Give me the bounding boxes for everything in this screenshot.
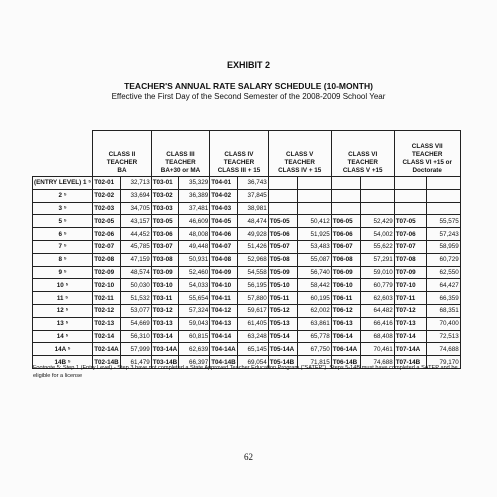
rate-code: T02-01	[93, 177, 121, 190]
rate-code	[268, 189, 297, 202]
rate-code: T06-07	[331, 240, 360, 253]
salary-value: 65,145	[237, 343, 268, 356]
salary-value: 45,785	[120, 240, 151, 253]
rate-code: T04-03	[210, 202, 238, 215]
salary-value: 56,195	[237, 279, 268, 292]
rate-code: T02-09	[93, 266, 121, 279]
salary-value: 36,743	[237, 177, 268, 190]
salary-value: 61,405	[237, 317, 268, 330]
salary-value: 67,750	[297, 343, 331, 356]
rate-code: T05-14A	[268, 343, 297, 356]
rate-code: T04-12	[210, 304, 238, 317]
rate-code: T06-12	[331, 304, 360, 317]
step-label: 3 ⁵	[33, 202, 93, 215]
salary-value: 66,397	[179, 356, 210, 369]
header-line: TEACHER	[347, 159, 378, 166]
table-row	[33, 228, 461, 241]
table-row	[33, 202, 461, 215]
salary-value: 52,460	[179, 266, 210, 279]
rate-code: T04-07	[210, 240, 238, 253]
salary-value: 68,351	[426, 304, 460, 317]
salary-value: 52,429	[360, 215, 394, 228]
salary-value: 72,513	[426, 330, 460, 343]
rate-code: T03-03	[151, 202, 179, 215]
rate-code: T05-06	[268, 228, 297, 241]
salary-value: 62,550	[426, 266, 460, 279]
salary-value	[297, 202, 331, 215]
salary-value: 51,925	[297, 228, 331, 241]
salary-value: 70,400	[426, 317, 460, 330]
header-line: CLASS VI	[348, 151, 378, 158]
rate-code: T03-12	[151, 304, 179, 317]
rate-code: T03-02	[151, 189, 179, 202]
rate-code: T07-08	[394, 253, 426, 266]
header-class-vi	[331, 131, 394, 177]
salary-value	[426, 189, 460, 202]
salary-value: 57,324	[179, 304, 210, 317]
header-class-iv	[210, 131, 269, 177]
rate-code: T03-13	[151, 317, 179, 330]
salary-value: 54,002	[360, 228, 394, 241]
rate-code: T06-05	[331, 215, 360, 228]
rate-code: T04-13	[210, 317, 238, 330]
rate-code: T02-14B	[93, 356, 121, 369]
salary-value: 53,483	[297, 240, 331, 253]
salary-value: 74,688	[360, 356, 394, 369]
table-row	[33, 279, 461, 292]
step-label: 7 ⁵	[33, 240, 93, 253]
salary-value: 56,310	[120, 330, 151, 343]
table-row	[33, 317, 461, 330]
rate-code: T06-10	[331, 279, 360, 292]
rate-code: T02-12	[93, 304, 121, 317]
rate-code: T02-06	[93, 228, 121, 241]
rate-code: T04-06	[210, 228, 238, 241]
rate-code: T04-14B	[210, 356, 238, 369]
salary-value: 71,815	[297, 356, 331, 369]
salary-value: 61,479	[120, 356, 151, 369]
step-label: 14 ⁵	[33, 330, 93, 343]
rate-code: T04-05	[210, 215, 238, 228]
header-line: CLASS VII	[411, 143, 443, 150]
rate-code: T07-05	[394, 215, 426, 228]
rate-code: T06-09	[331, 266, 360, 279]
salary-value: 38,981	[237, 202, 268, 215]
rate-code	[331, 177, 360, 190]
step-label: 6 ⁵	[33, 228, 93, 241]
rate-code: T03-05	[151, 215, 179, 228]
salary-value: 50,412	[297, 215, 331, 228]
rate-code: T02-02	[93, 189, 121, 202]
salary-value: 63,861	[297, 317, 331, 330]
salary-value	[360, 202, 394, 215]
rate-code: T05-11	[268, 292, 297, 305]
rate-code: T02-11	[93, 292, 121, 305]
schedule-title: TEACHER'S ANNUAL RATE SALARY SCHEDULE (10-MONTH)	[124, 81, 373, 91]
salary-value: 48,574	[120, 266, 151, 279]
salary-value: 52,968	[237, 253, 268, 266]
header-line: BA+30 or MA	[160, 167, 201, 174]
table-row	[33, 304, 461, 317]
step-label: 14A ⁵	[33, 343, 93, 356]
salary-value: 54,558	[237, 266, 268, 279]
salary-value: 62,603	[360, 292, 394, 305]
rate-code: T03-10	[151, 279, 179, 292]
salary-value: 59,617	[237, 304, 268, 317]
rate-code: T03-07	[151, 240, 179, 253]
salary-value: 33,694	[120, 189, 151, 202]
header-class-vii	[394, 131, 460, 177]
rate-code: T04-10	[210, 279, 238, 292]
footnote: Footnote 5: Step 1 (Entry Level) - Step 3 have not completed a State Approved Teacher Education Program ("SATEP"). Steps 5-14B must have completed a SATEP and be eligible for a license	[33, 365, 458, 379]
salary-value	[426, 202, 460, 215]
step-label: (ENTRY LEVEL) 1 ⁵	[33, 177, 93, 190]
rate-code: T05-12	[268, 304, 297, 317]
rate-code: T05-14	[268, 330, 297, 343]
salary-value: 48,474	[237, 215, 268, 228]
rate-code: T03-09	[151, 266, 179, 279]
salary-value: 50,931	[179, 253, 210, 266]
rate-code: T03-06	[151, 228, 179, 241]
table-row	[33, 292, 461, 305]
salary-value: 60,195	[297, 292, 331, 305]
salary-value: 79,170	[426, 356, 460, 369]
salary-value: 49,928	[237, 228, 268, 241]
rate-code: T06-14B	[331, 356, 360, 369]
salary-value: 49,448	[179, 240, 210, 253]
salary-value: 56,740	[297, 266, 331, 279]
salary-value: 58,442	[297, 279, 331, 292]
rate-code	[331, 202, 360, 215]
salary-value: 54,669	[120, 317, 151, 330]
rate-code: T03-08	[151, 253, 179, 266]
salary-value	[360, 189, 394, 202]
header-line: CLASS V +15	[342, 167, 383, 174]
step-label: 12 ⁵	[33, 304, 93, 317]
salary-value: 55,087	[297, 253, 331, 266]
salary-value: 55,622	[360, 240, 394, 253]
header-line: CLASS VI +15 or	[402, 159, 452, 166]
header-class-iii	[151, 131, 210, 177]
salary-value: 51,426	[237, 240, 268, 253]
step-label: 2 ⁵	[33, 189, 93, 202]
rate-code: T04-09	[210, 266, 238, 279]
header-line: TEACHER	[165, 159, 196, 166]
table-row	[33, 253, 461, 266]
salary-value: 53,077	[120, 304, 151, 317]
rate-code: T06-06	[331, 228, 360, 241]
salary-value: 64,482	[360, 304, 394, 317]
table-row	[33, 189, 461, 202]
rate-code: T04-08	[210, 253, 238, 266]
rate-code	[268, 177, 297, 190]
rate-code: T07-13	[394, 317, 426, 330]
rate-code: T06-14	[331, 330, 360, 343]
salary-value	[426, 177, 460, 190]
rate-code: T05-05	[268, 215, 297, 228]
salary-value: 60,729	[426, 253, 460, 266]
rate-code: T06-08	[331, 253, 360, 266]
rate-code: T07-07	[394, 240, 426, 253]
salary-value: 36,389	[179, 189, 210, 202]
rate-code: T06-13	[331, 317, 360, 330]
rate-code: T02-14	[93, 330, 121, 343]
step-label: 10 ⁵	[33, 279, 93, 292]
rate-code: T03-11	[151, 292, 179, 305]
header-line: TEACHER	[411, 151, 443, 158]
salary-value: 54,033	[179, 279, 210, 292]
salary-value: 64,427	[426, 279, 460, 292]
rate-code: T02-07	[93, 240, 121, 253]
table-row	[33, 266, 461, 279]
rate-code: T04-11	[210, 292, 238, 305]
header-line: TEACHER	[106, 159, 138, 166]
table-row	[33, 343, 461, 356]
rate-code: T05-13	[268, 317, 297, 330]
rate-code: T02-13	[93, 317, 121, 330]
salary-value: 70,461	[360, 343, 394, 356]
salary-value: 57,243	[426, 228, 460, 241]
rate-code: T06-11	[331, 292, 360, 305]
rate-code: T07-14	[394, 330, 426, 343]
rate-code: T07-14B	[394, 356, 426, 369]
rate-code: T02-03	[93, 202, 121, 215]
salary-value: 37,481	[179, 202, 210, 215]
salary-value: 48,008	[179, 228, 210, 241]
table-row	[33, 240, 461, 253]
table-row	[33, 215, 461, 228]
header-corner	[33, 131, 93, 177]
header-line: CLASS V	[286, 151, 314, 158]
rate-code: T07-12	[394, 304, 426, 317]
rate-code: T05-09	[268, 266, 297, 279]
salary-value: 60,815	[179, 330, 210, 343]
rate-code: T03-01	[151, 177, 179, 190]
salary-value: 57,880	[237, 292, 268, 305]
salary-value: 62,639	[179, 343, 210, 356]
header-line: CLASS IV + 15	[278, 167, 322, 174]
schedule-body	[33, 177, 461, 369]
salary-value: 60,779	[360, 279, 394, 292]
salary-value: 46,609	[179, 215, 210, 228]
schedule-subtitle: Effective the First Day of the Second Semester of the 2008-2009 School Year	[111, 92, 386, 101]
rate-code	[268, 202, 297, 215]
rate-code: T04-14A	[210, 343, 238, 356]
step-label: 11 ⁵	[33, 292, 93, 305]
header-row	[33, 131, 461, 177]
salary-value: 58,959	[426, 240, 460, 253]
salary-value: 51,532	[120, 292, 151, 305]
salary-value: 59,043	[179, 317, 210, 330]
header-class-ii	[93, 131, 152, 177]
salary-value: 50,030	[120, 279, 151, 292]
salary-value: 37,845	[237, 189, 268, 202]
salary-value: 44,452	[120, 228, 151, 241]
salary-value: 68,408	[360, 330, 394, 343]
salary-value	[297, 177, 331, 190]
rate-code	[331, 189, 360, 202]
rate-code: T03-14A	[151, 343, 179, 356]
salary-value: 59,010	[360, 266, 394, 279]
header-line: BA	[117, 167, 127, 174]
salary-value: 43,157	[120, 215, 151, 228]
page-number: 62	[244, 452, 253, 462]
rate-code	[394, 189, 426, 202]
header-line: TEACHER	[284, 159, 315, 166]
rate-code	[394, 202, 426, 215]
rate-code: T05-10	[268, 279, 297, 292]
rate-code: T06-14A	[331, 343, 360, 356]
salary-value: 47,159	[120, 253, 151, 266]
step-label: 5 ⁵	[33, 215, 93, 228]
salary-value: 35,329	[179, 177, 210, 190]
salary-value: 65,778	[297, 330, 331, 343]
salary-value: 69,054	[237, 356, 268, 369]
salary-value: 55,575	[426, 215, 460, 228]
step-label: 14B ⁵	[33, 356, 93, 369]
rate-code: T03-14B	[151, 356, 179, 369]
rate-code: T07-09	[394, 266, 426, 279]
rate-code: T02-10	[93, 279, 121, 292]
rate-code: T02-08	[93, 253, 121, 266]
salary-value: 66,359	[426, 292, 460, 305]
header-line: CLASS IV	[224, 151, 254, 158]
salary-value: 74,688	[426, 343, 460, 356]
header-line: Doctorate	[412, 167, 442, 174]
salary-value: 66,416	[360, 317, 394, 330]
rate-code: T05-08	[268, 253, 297, 266]
rate-code: T05-07	[268, 240, 297, 253]
salary-value: 63,248	[237, 330, 268, 343]
rate-code: T03-14	[151, 330, 179, 343]
rate-code: T05-14B	[268, 356, 297, 369]
table-row	[33, 330, 461, 343]
rate-code: T04-02	[210, 189, 238, 202]
salary-value	[297, 189, 331, 202]
rate-code: T07-10	[394, 279, 426, 292]
rate-code: T07-14A	[394, 343, 426, 356]
rate-code: T04-01	[210, 177, 238, 190]
salary-value: 62,002	[297, 304, 331, 317]
rate-code	[394, 177, 426, 190]
rate-code: T07-11	[394, 292, 426, 305]
step-label: 9 ⁵	[33, 266, 93, 279]
header-line: CLASS II	[108, 151, 136, 158]
rate-code: T04-14	[210, 330, 238, 343]
salary-value: 34,705	[120, 202, 151, 215]
salary-value: 55,654	[179, 292, 210, 305]
rate-code: T02-05	[93, 215, 121, 228]
salary-value	[360, 177, 394, 190]
salary-schedule-table	[32, 130, 461, 369]
salary-value: 32,713	[120, 177, 151, 190]
rate-code: T02-14A	[93, 343, 121, 356]
exhibit-heading: EXHIBIT 2	[226, 60, 270, 70]
salary-value: 57,291	[360, 253, 394, 266]
header-line: CLASS III	[166, 151, 195, 158]
rate-code: T07-06	[394, 228, 426, 241]
step-label: 13 ⁵	[33, 317, 93, 330]
step-label: 8 ⁵	[33, 253, 93, 266]
header-line: CLASS III + 15	[217, 167, 261, 174]
header-class-v	[268, 131, 331, 177]
table-row	[33, 177, 461, 190]
salary-value: 57,999	[120, 343, 151, 356]
header-line: TEACHER	[223, 159, 255, 166]
